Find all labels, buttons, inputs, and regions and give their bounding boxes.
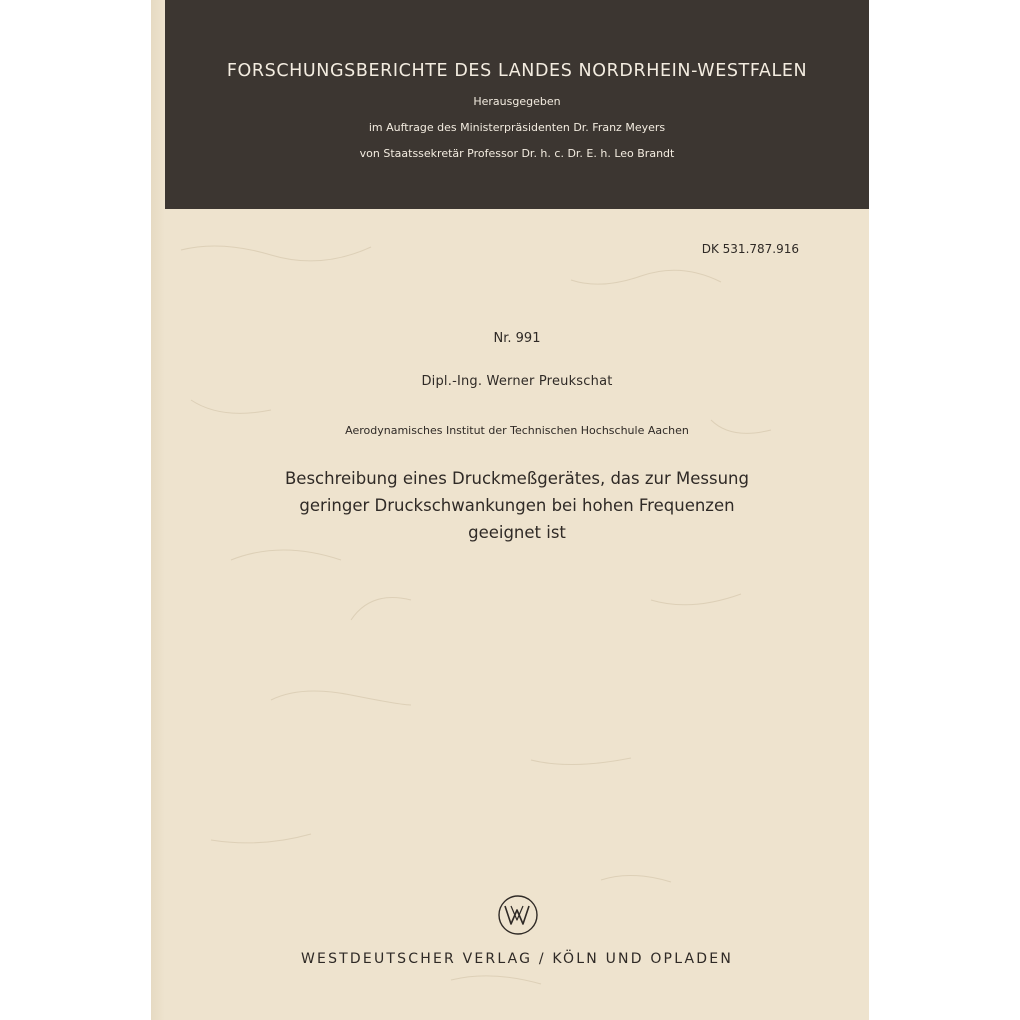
cover-spine-edge: [151, 0, 165, 1020]
book-title: [165, 465, 869, 546]
editor-line-2: im Auftrage des Ministerpräsidenten Dr. Franz Meyers: [368, 121, 666, 134]
title-line-1: Beschreibung eines Druckmeßgerätes, das zur Messung: [284, 469, 749, 488]
publisher-logo-icon: [497, 894, 539, 936]
series-title: FORSCHUNGSBERICHTE DES LANDES NORDRHEIN-WESTFALEN: [226, 61, 808, 81]
book-cover: [151, 0, 869, 1020]
report-number: Nr. 991: [493, 331, 541, 346]
title-line-2: geringer Druckschwankungen bei hohen Frequenzen: [299, 496, 735, 515]
institute-name: Aerodynamisches Institut der Technischen Hochschule Aachen: [345, 424, 689, 437]
editor-line-3: von Staatssekretär Professor Dr. h. c. Dr. E. h. Leo Brandt: [359, 147, 675, 160]
editor-line-1: Herausgegeben: [473, 95, 561, 108]
publisher-imprint: WESTDEUTSCHER VERLAG / KÖLN UND OPLADEN: [301, 951, 733, 967]
title-line-3: geeignet ist: [468, 523, 566, 542]
classification-code: DK 531.787.916: [701, 242, 799, 256]
series-header-band: [165, 0, 869, 209]
author-name: Dipl.-Ing. Werner Preukschat: [421, 374, 613, 389]
